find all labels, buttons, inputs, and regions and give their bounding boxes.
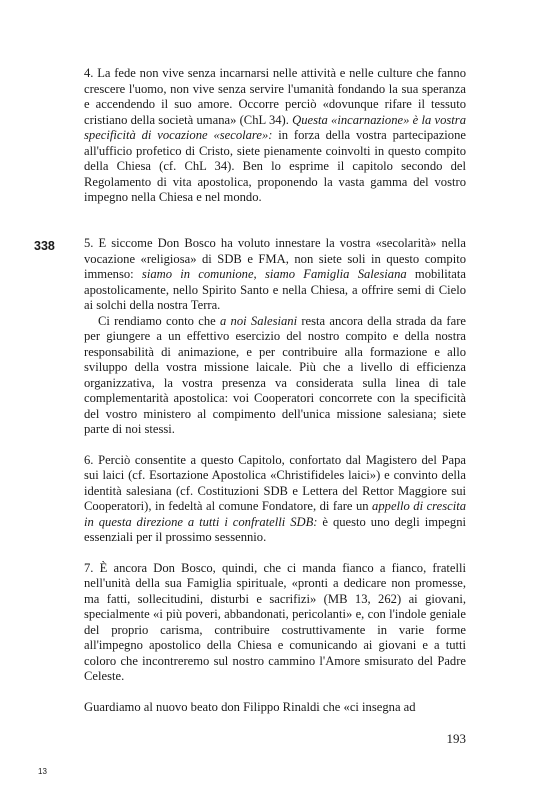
paragraph-5-text-end: mobilitata apostolicamente, nello Spirito Santo e nella Chiesa, a offrire semi di Cielo ai solchi della nostra Terra. [84, 267, 466, 312]
paragraph-5b [84, 314, 466, 438]
paragraph-4-text: 4. La fede non vive senza incarnarsi nelle attività e nelle culture che fanno crescere l'uomo, non vive senza servire l'umanità fondando la sua speranza e accendendo il suo amore. Occorre perciò «dovunque rifare il tessuto cristiano della società umana» (ChL 34). [84, 66, 466, 127]
paragraph-6-text-end: è questo uno degli impegni essenziali per il prossimo sessennio. [84, 514, 466, 544]
paragraph-4-text-end: in forza della vostra partecipazione all'ufficio profetico di Cristo, siete pienamente coinvolti in questo compito della Chiesa (cf. ChL 34). Ben lo esprime il capitolo secondo del Regolamento di vita apostolica, proponendo la vasta gamma del vostro impegno nella Chiesa e nel mondo. [84, 128, 466, 204]
paragraph-5-text: 5. E siccome Don Bosco ha voluto innestare la vostra «secolarità» nella vocazione «religiosa» di SDB e FMA, non siete soli in questo compito immenso: [84, 236, 466, 281]
margin-number: 338 [34, 239, 55, 253]
signature-mark: 13 [38, 767, 47, 776]
paragraph-5 [84, 236, 466, 314]
paragraph-8: Guardiamo al nuovo beato don Filippo Rinaldi che «ci insegna ad [84, 699, 416, 714]
paragraph-5b-text-end: resta ancora della strada da fare per giungere a un effettivo esercizio del nostro compito e della nostra responsabilità di animazione, e per contribuire alla formazione e allo sviluppo della vostra missione laicale. Più che a livello di efficienza organizzativa, la vostra presenza va considerata sulla linea di tale complementarità apostolica: voi Cooperatori concorrete con la specificità del vostro ministero al compimento dell'unica missione salesiana; siete parte di noi stessi. [84, 313, 466, 436]
paragraph-5b-text: Ci rendiamo conto che [98, 313, 220, 328]
page-number: 193 [446, 731, 466, 746]
body-text [84, 66, 466, 206]
paragraph-7: 7. È ancora Don Bosco, quindi, che ci manda fianco a fianco, fratelli nell'unità della sua Famiglia spirituale, «pronti a dedicare non promesse, ma fatti, sollecitudini, disturbi e sacrifizi» (MB 13, 262) ai giovani, specialmente «i più poveri, abbandonati, pericolanti» e, con l'indole geniale del proprio carisma, contribuire costruttivamente in varie forme all'impegno apostolico della Chiesa e comunicando ai giovani e a tutti coloro che incontreremo sul nostro cammino l'Amore smisurato del Padre Celeste. [84, 560, 466, 683]
paragraph-4-italic: Questa «incarnazione» è la vostra specificità di vocazione «secolare»: [84, 112, 466, 142]
paragraph-6-text: 6. Perciò consentite a questo Capitolo, confortato dal Magistero del Papa sui laici (cf. Esortazione Apostolica «Christifideles laici») e convinto della identità salesiana (cf. Costituzioni SDB e Lettera del Rettor Maggiore sui Cooperatori), in fedeltà al comune Fondatore, di fare un [84, 452, 466, 513]
body-text-section-5 [84, 236, 466, 715]
paragraph-6-italic: appello di crescita in questa direzione a tutti i confratelli SDB: [84, 499, 466, 529]
paragraph-5b-italic: a noi Salesiani [219, 313, 298, 328]
paragraph-4 [84, 66, 466, 206]
paragraph-5-italic: siamo in comunione, siamo Famiglia Salesiana [141, 267, 407, 281]
paragraph-6 [84, 453, 466, 546]
